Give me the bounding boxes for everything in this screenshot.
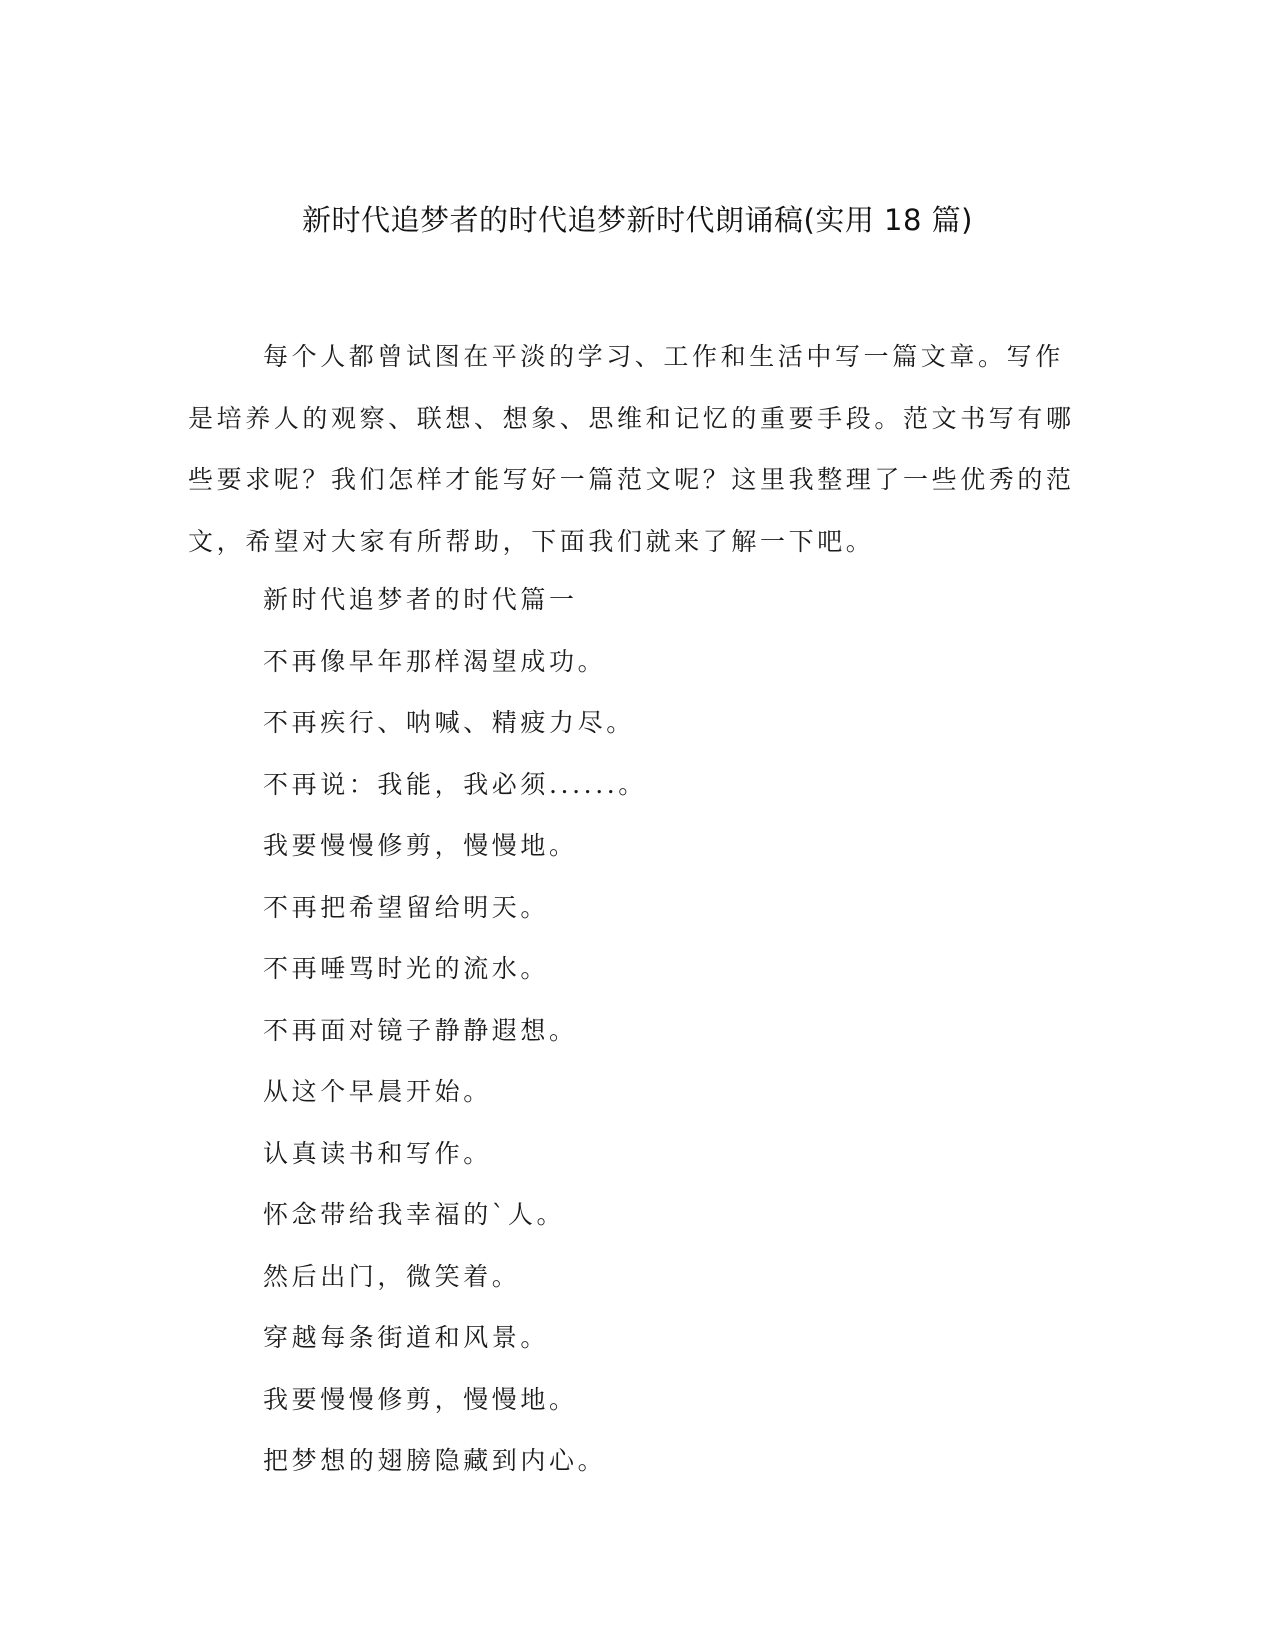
poem-line: 不再把希望留给明天。 — [263, 892, 550, 922]
poem-line: 我要慢慢修剪，慢慢地。 — [263, 1384, 578, 1414]
poem-line: 不再说：我能，我必须......。 — [263, 769, 647, 799]
poem-line: 不再面对镜子静静遐想。 — [263, 1015, 578, 1045]
poem-line: 认真读书和写作。 — [263, 1138, 492, 1168]
document-title: 新时代追梦者的时代追梦新时代朗诵稿(实用 18 篇) — [302, 203, 973, 237]
poem-line: 然后出门，微笑着。 — [263, 1261, 521, 1291]
poem-line: 把梦想的翅膀隐藏到内心。 — [263, 1446, 607, 1475]
poem-line: 不再像早年那样渴望成功。 — [263, 646, 607, 676]
poem-line: 从这个早晨开始。 — [263, 1077, 492, 1106]
poem-line: 不再疾行、呐喊、精疲力尽。 — [263, 708, 635, 737]
poem-line: 不再唾骂时光的流水。 — [263, 954, 550, 983]
poem-line: 穿越每条街道和风景。 — [263, 1323, 550, 1352]
poem-lines — [263, 569, 1083, 1492]
poem-line: 我要慢慢修剪，慢慢地。 — [263, 831, 578, 860]
section-heading: 新时代追梦者的时代篇一 — [263, 585, 578, 614]
intro-paragraph: 每个人都曾试图在平淡的学习、工作和生活中写一篇文章。写作是培养人的观察、联想、想象、思维和记忆的重要手段。范文书写有哪些要求呢？我们怎样才能写好一篇范文呢？这里我整理了一些优秀的范文，希望对大家有所帮助，下面我们就来了解一下吧。 — [188, 342, 1075, 556]
poem-line: 怀念带给我幸福的`人。 — [263, 1200, 566, 1229]
